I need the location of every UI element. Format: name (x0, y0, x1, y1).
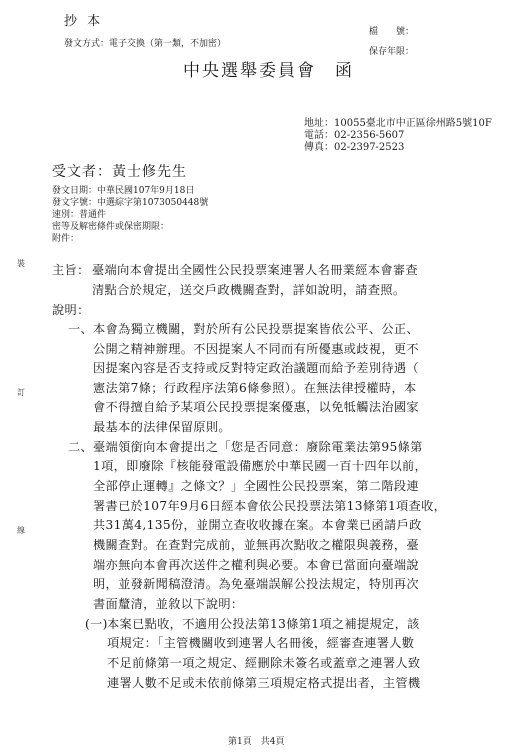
subject-line: 清點合於規定，送交戶政機關查對，詳如說明，請查照。 (92, 283, 406, 297)
issue-date: 發文日期：中華民國107年9月18日 (52, 186, 195, 196)
item-line: 署書已於107年9月6日經本會依公民投票法第13條第1項查收， (93, 499, 447, 513)
binding-mark-top: 裝 (17, 259, 25, 268)
item-line: 因提案內容是否支持或反對特定政治議題而給予差別待遇（ (93, 361, 419, 375)
item-line: 公開之精神辦理。不因提案人不同而有所優惠或歧視，更不 (93, 342, 419, 356)
issue-number: 發文字號：中選綜字第1073050448號 (52, 198, 209, 208)
item-line: 書面釐清，並敘以下說明： (93, 597, 244, 611)
contact-phone: 電話：02-2356-5607 (304, 130, 405, 141)
subitem-line: 項規定：「主管機關收到連署人名冊後，經審查連署人數 (107, 636, 415, 650)
item-line: 機關查對。在查對完成前，並無再次點收之權限與義務，臺 (93, 538, 419, 552)
send-method: 發文方式：電子交換（第一類，不加密） (64, 39, 227, 49)
attachment-label: 附件： (52, 234, 80, 244)
file-number-label: 檔 號： (369, 27, 415, 37)
item-line: 共31萬4,135份，並開立查收收據在案。本會業已函請戶政 (93, 518, 422, 532)
contact-fax: 傳真：02-2397-2523 (304, 142, 405, 153)
retention-label: 保存年限： (369, 47, 415, 57)
item-line: 最基本的法律保留原則。 (93, 420, 231, 434)
org-title: 中央選舉委員會 函 (183, 61, 354, 81)
item-number: 二、 (68, 440, 94, 454)
item-line: 全部停止運轉』之條文？」全國性公民投票案，第二階段連 (93, 479, 419, 493)
subitem-number: (一) (85, 617, 108, 631)
contact-address: 地址：10055臺北市中正區徐州路5號10F (304, 118, 492, 129)
security-classification: 密等及解密條件或保密期限： (52, 222, 170, 232)
item-line: 本會為獨立機關，對於所有公民投票提案皆依公平、公正、 (93, 322, 419, 336)
page-number: 第1頁 共4頁 (228, 737, 285, 747)
binding-mark-middle: 訂 (17, 388, 25, 397)
item-number: 一、 (68, 322, 94, 336)
speed-category: 速別：普通件 (52, 210, 107, 220)
subitem-line: 連署人數不足或未依前條第三項規定格式提出者，主管機 (107, 676, 421, 690)
subject-line: 臺端向本會提出全國性公民投票案連署人名冊業經本會審查 (92, 263, 418, 277)
subitem-line: 本案已點收，不適用公投法第13條第1項之補提規定，該 (107, 617, 420, 631)
subitem-line: 不足前條第一項之規定、經刪除未簽名或蓋章之連署人致 (107, 656, 421, 670)
binding-mark-bottom: 線 (17, 526, 25, 535)
item-line: 1項，即廢除『核能發電設備應於中華民國一百十四年以前， (93, 459, 428, 473)
item-line: 端亦無向本會再次送件之權利與必要。本會已當面向臺端說 (93, 558, 419, 572)
recipient-to: 受文者：黃士修先生 (52, 164, 187, 180)
copy-label: 抄 本 (64, 14, 104, 29)
item-line: 明，並發新聞稿澄清。為免臺端誤解公投法規定，特別再次 (93, 577, 419, 591)
item-line: 會不得擅自給予某項公民投票提案優惠，以免牴觸法治國家 (93, 400, 419, 414)
item-line: 臺端領銜向本會提出之「您是否同意：廢除電業法第95條第 (93, 440, 423, 454)
explanation-label: 說明： (52, 303, 90, 317)
item-line: 憲法第7條；行政程序法第6條參照）。在無法律授權時，本 (93, 381, 417, 395)
subject-label: 主旨： (52, 263, 90, 277)
